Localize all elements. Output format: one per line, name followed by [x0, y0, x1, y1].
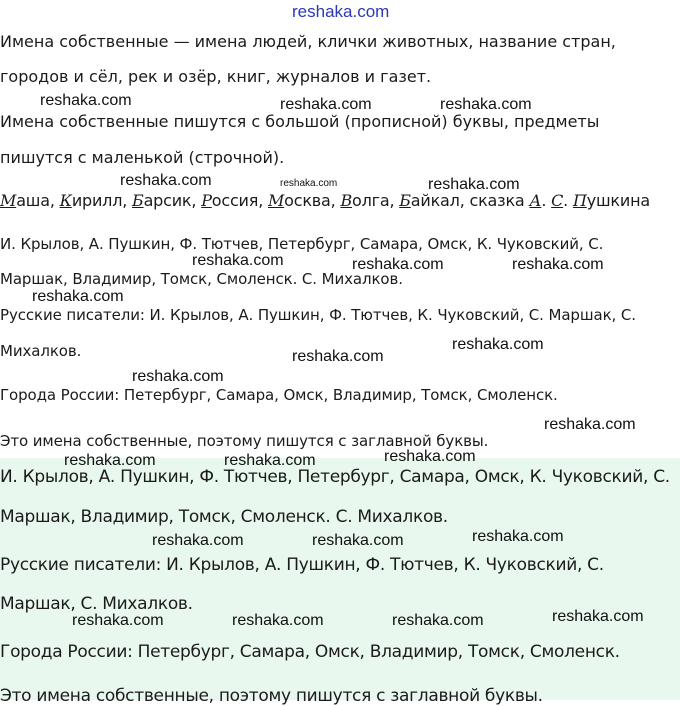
watermark: reshaka.com	[152, 532, 244, 549]
watermark: reshaka.com	[32, 288, 124, 305]
example-word: Маша	[0, 191, 50, 210]
example-word: Москва	[267, 191, 331, 210]
watermark: reshaka.com	[192, 252, 284, 269]
watermark: reshaka.com	[384, 448, 476, 465]
task-writers-line: Михалков.	[0, 342, 82, 360]
watermark: reshaka.com	[440, 96, 532, 113]
watermark: reshaka.com	[544, 416, 636, 433]
watermark: reshaka.com	[512, 256, 604, 273]
example-word: Волга	[340, 191, 390, 210]
example-word: Барсик	[132, 191, 192, 210]
task-list-line: И. Крылов, А. Пушкин, Ф. Тютчев, Петербург, Самара, Омск, К. Чуковский, С.	[0, 235, 604, 253]
answer-cities-line: Города России: Петербург, Самара, Омск, Владимир, Томск, Смоленск.	[0, 642, 620, 662]
watermark: reshaka.com	[40, 92, 132, 109]
watermark: reshaka.com	[428, 176, 520, 193]
rule-text-line: пишутся с маленькой (строчной).	[0, 148, 285, 167]
watermark: reshaka.com	[392, 612, 484, 629]
rule-text-line: Имена собственные — имена людей, клички животных, название стран,	[0, 32, 616, 51]
site-link[interactable]: reshaka.com	[292, 2, 390, 21]
example-tale: сказка А. С. Пушкина	[469, 191, 650, 210]
task-cities-line: Города России: Петербург, Самара, Омск, Владимир, Томск, Смоленск.	[0, 386, 558, 404]
rule-text-line: Имена собственные пишутся с большой (прописной) буквы, предметы	[0, 112, 600, 131]
answer-conclusion-line: Это имена собственные, поэтому пишутся с заглавной буквы.	[0, 686, 543, 706]
watermark: reshaka.com	[232, 612, 324, 629]
answer-list-line: И. Крылов, А. Пушкин, Ф. Тютчев, Петербург, Самара, Омск, К. Чуковский, С.	[0, 467, 670, 487]
watermark: reshaka.com	[472, 528, 564, 545]
watermark: reshaka.com	[552, 608, 644, 625]
examples-line: Маша, Кирилл, Барсик, Россия, Москва, Волга, Байкал, сказка А. С. Пушкина	[0, 191, 650, 210]
watermark: reshaka.com	[292, 348, 384, 365]
watermark: reshaka.com	[280, 96, 372, 113]
task-conclusion-line: Это имена собственные, поэтому пишутся с заглавной буквы.	[0, 432, 489, 450]
watermark: reshaka.com	[72, 612, 164, 629]
task-writers-line: Русские писатели: И. Крылов, А. Пушкин, Ф. Тютчев, К. Чуковский, С. Маршак, С.	[0, 306, 636, 324]
example-word: Байкал	[399, 191, 460, 210]
example-word: Россия	[201, 191, 259, 210]
answer-writers-line: Русские писатели: И. Крылов, А. Пушкин, Ф. Тютчев, К. Чуковский, С.	[0, 555, 604, 575]
watermark: reshaka.com	[312, 532, 404, 549]
watermark: reshaka.com	[120, 172, 212, 189]
answer-list-line: Маршак, Владимир, Томск, Смоленск. С. Михалков.	[0, 507, 448, 527]
watermark: reshaka.com	[452, 336, 544, 353]
watermark: reshaka.com	[280, 178, 338, 189]
watermark: reshaka.com	[64, 452, 156, 469]
answer-block-background	[0, 458, 680, 700]
watermark: reshaka.com	[352, 256, 444, 273]
answer-writers-line: Маршак, С. Михалков.	[0, 594, 193, 614]
example-word: Кирилл	[59, 191, 123, 210]
task-list-line: Маршак, Владимир, Томск, Смоленск. С. Михалков.	[0, 270, 403, 288]
rule-text-line: городов и сёл, рек и озёр, книг, журналов и газет.	[0, 67, 432, 86]
watermark: reshaka.com	[132, 368, 224, 385]
watermark: reshaka.com	[224, 452, 316, 469]
